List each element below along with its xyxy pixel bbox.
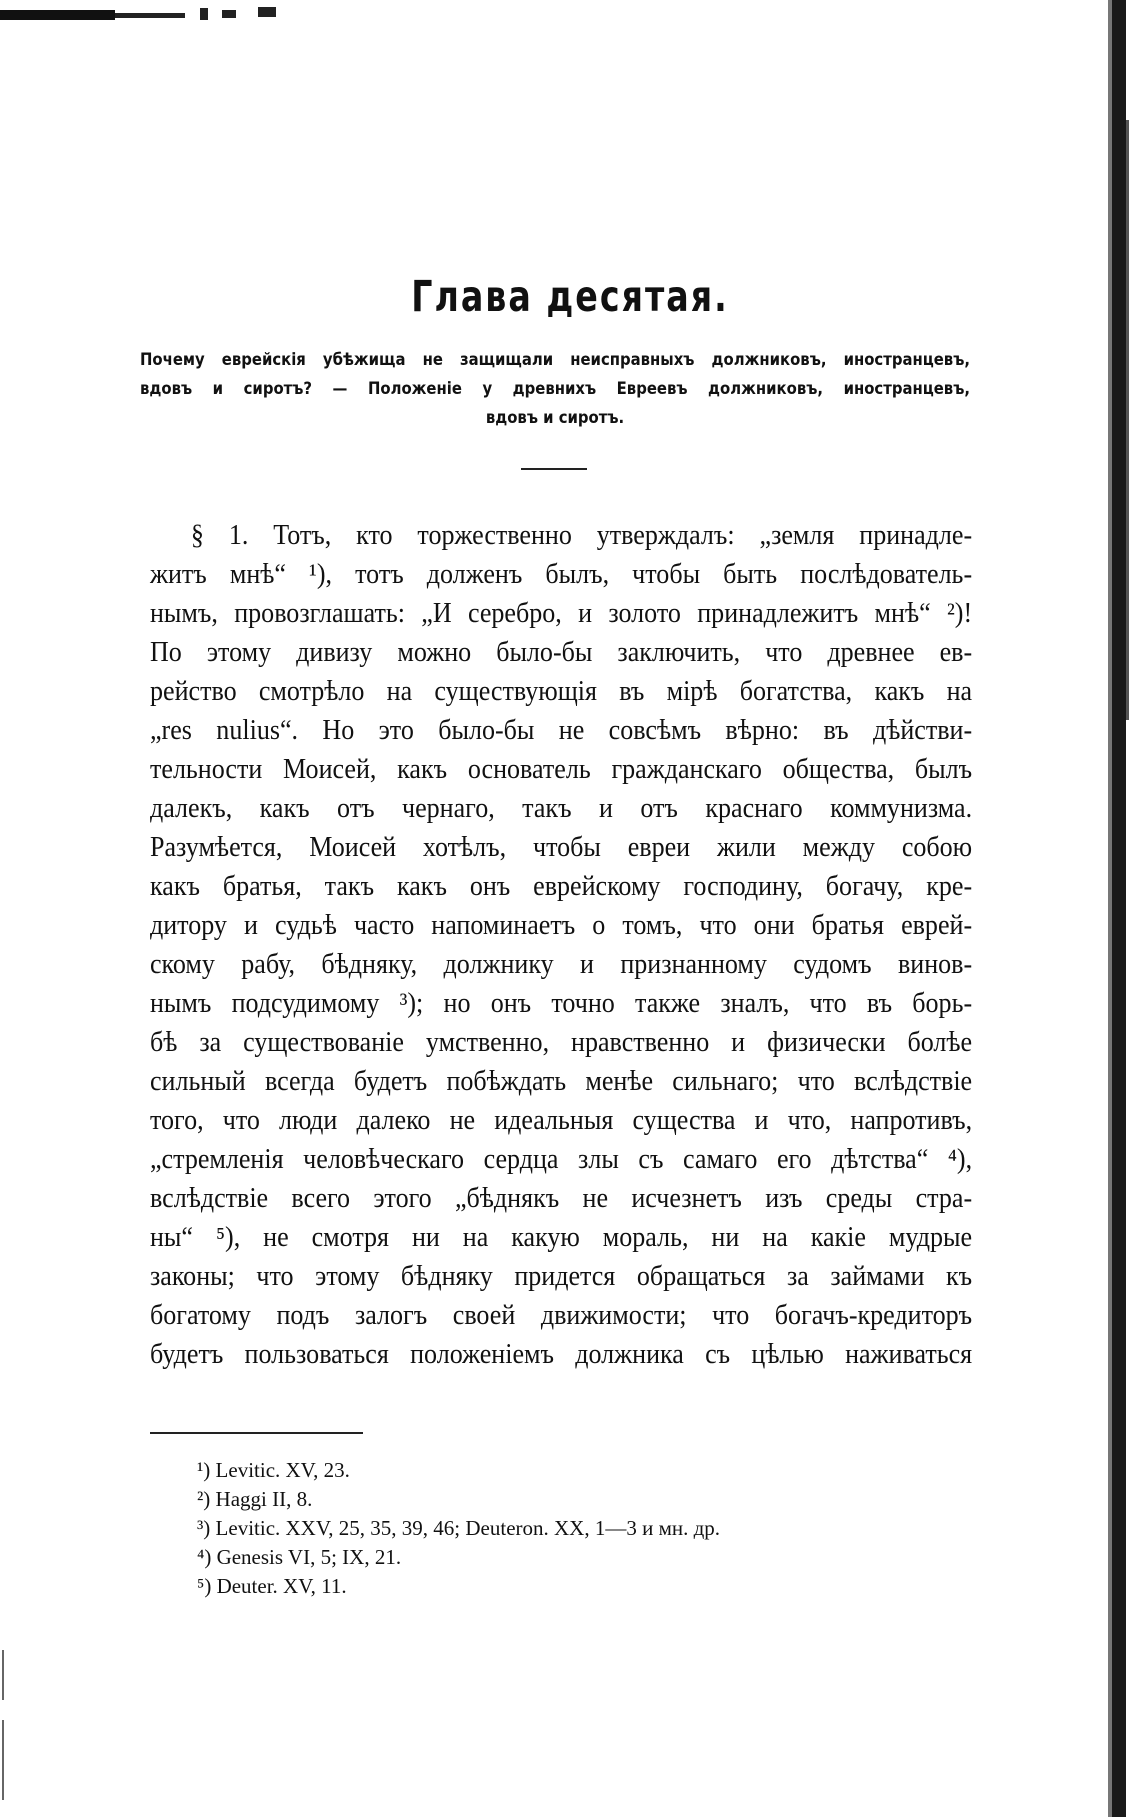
body-line: богатому подъ залогъ своей движимости; что богачъ-кредиторъ [150, 1300, 973, 1331]
body-line: законы; что этому бѣдняку придется обращаться за займами къ [150, 1261, 973, 1292]
body-line: рейство смотрѣло на существующія въ мірѣ богатства, какъ на [150, 676, 973, 707]
body-line: вслѣдствіе всего этого „бѣднякъ не исчезнетъ изъ среды стра- [150, 1183, 973, 1214]
footnote: ²) Haggi II, 8. [197, 1487, 313, 1511]
body-line: § 1. Тотъ, кто торжественно утверждалъ: „земля принадле- [190, 520, 973, 551]
body-line: ны“ ⁵), не смотря ни на какую мораль, ни на какіе мудрые [150, 1222, 973, 1253]
summary-line: Почему еврейскія убѣжища не защищали неисправныхъ должниковъ, иностранцевъ, [140, 350, 970, 369]
footnote: ⁵) Deuter. XV, 11. [197, 1574, 347, 1598]
body-line: Разумѣется, Моисей хотѣлъ, чтобы евреи жили между собою [150, 832, 973, 863]
footnote: ³) Levitic. XXV, 25, 35, 39, 46; Deuteron. XX, 1—3 и мн. др. [197, 1516, 721, 1540]
body-line: По этому дивизу можно было-бы заключить, что древнее ев- [150, 637, 973, 668]
body-line: далекъ, какъ отъ чернаго, такъ и отъ краснаго коммунизма. [150, 793, 973, 824]
footnote: ⁴) Genesis VI, 5; IX, 21. [197, 1545, 402, 1569]
chapter-summary [140, 345, 970, 432]
chapter-title: Глава десятая. [411, 272, 729, 322]
body-line: скому рабу, бѣдняку, должнику и признанному судомъ винов- [150, 949, 973, 980]
body-line: „стремленія человѣческаго сердца злы съ самаго его дѣтства“ ⁴), [150, 1144, 973, 1175]
body-line: тельности Моисей, какъ основатель гражданскаго общества, былъ [150, 754, 973, 785]
body-line: какъ братья, такъ какъ онъ еврейскому господину, богачу, кре- [150, 871, 973, 902]
body-line: дитору и судьѣ часто напоминаетъ о томъ, что они братья еврей- [150, 910, 973, 941]
footnotes [197, 1456, 977, 1601]
body-line: нымъ, провозглашать: „И серебро, и золото принадлежитъ мнѣ“ ²)! [150, 598, 973, 629]
body-line: житъ мнѣ“ ¹), тотъ долженъ былъ, чтобы быть послѣдователь- [150, 559, 973, 590]
scan-artifact-top [0, 4, 290, 26]
body-text [150, 516, 972, 1374]
body-line: сильный всегда будетъ побѣждать менѣе сильнаго; что вслѣдствіе [150, 1066, 973, 1097]
summary-line: вдовъ и сиротъ? — Положеніе у древнихъ Евреевъ должниковъ, иностранцевъ, [140, 379, 970, 398]
summary-line: вдовъ и сиротъ. [485, 408, 625, 427]
body-line: бѣ за существованіе умственно, нравственно и физически болѣе [150, 1027, 973, 1058]
scan-artifact-left-edge [0, 1650, 10, 1810]
title-divider [521, 468, 587, 470]
body-line: нымъ подсудимому ³); но онъ точно также зналъ, что въ борь- [150, 988, 973, 1019]
footnote: ¹) Levitic. XV, 23. [197, 1458, 350, 1482]
body-line: „res nulius“. Но это было-бы не совсѣмъ вѣрно: въ дѣйстви- [150, 715, 973, 746]
body-line: того, что люди далеко не идеальныя существа и что, напротивъ, [150, 1105, 973, 1136]
body-line: будетъ пользоваться положеніемъ должника съ цѣлью наживаться [150, 1339, 973, 1370]
footnote-divider [150, 1432, 363, 1434]
